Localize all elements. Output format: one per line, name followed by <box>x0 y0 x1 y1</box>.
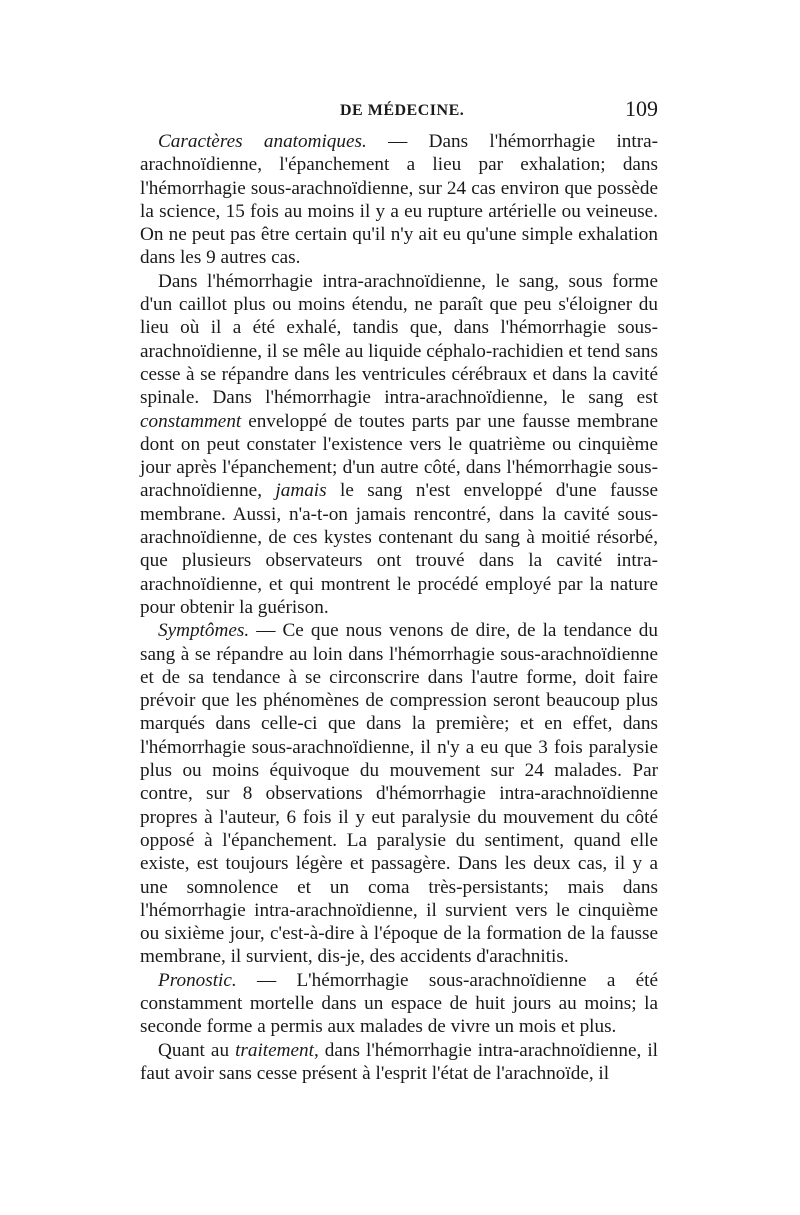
section-lead-anatomical: Caractères anatomiques. <box>158 131 367 152</box>
paragraph-treatment <box>140 1039 658 1086</box>
page-number: 109 <box>625 96 658 121</box>
emphasis-constamment: constamment <box>140 410 242 432</box>
emphasis-traitement: traitement <box>235 1039 314 1061</box>
paragraph-text: — L'hémorrhagie sous-arachnoïdienne a été constamment mortelle dans un espace de huit jours au moins; la seconde forme a permis aux malades de vivre un mois et plus. <box>140 969 658 1038</box>
section-lead-prognosis: Pronostic. <box>158 969 237 991</box>
paragraph-prognosis <box>140 969 658 1039</box>
paragraph-blood-distribution <box>140 270 658 619</box>
running-title: DE MÉDECINE. <box>340 102 465 119</box>
section-lead-symptoms: Symptômes. <box>158 620 250 642</box>
running-header <box>140 96 658 130</box>
paragraph-text: , dans l'hémorrhagie intra-arachnoïdienne, il faut avoir sans cesse présent à l'esprit l'état de l'arachnoïde, il <box>140 1039 658 1084</box>
paragraph-text: — Ce que nous venons de dire, de la tendance du sang à se répandre au loin dans l'hémorrhagie sous-arachnoïdienne et de sa tendance à se circonscrire dans l'autre forme, doit faire prévoir que les phénomènes de compression seront beaucoup plus marqués dans celle-ci que dans la première; et en effet, dans l'hémorrhagie sous-arachnoïdienne, il n'y a eu que 3 fois paralysie plus ou moins équivoque du mouvement sur 24 malades. Par contre, sur 8 observations d'hémorrhagie intra-arachnoïdienne propres à l'auteur, 6 fois il y eut paralysie du mouvement du côté opposé à l'épanchement. La paralysie du sentiment, quand elle existe, est toujours légère et passagère. Dans les deux cas, il y a une somnolence et un coma très-persistants; mais dans l'hémorrhagie intra-arachnoïdienne, il survient vers le cinquième ou sixième jour, c'est-à-dire à l'époque de la formation de la fausse membrane, il survient, dis-je, des accidents d'arachnitis. <box>140 620 658 968</box>
paragraph-text: Quant au <box>158 1039 236 1061</box>
paragraph-anatomical-characters <box>140 130 658 270</box>
paragraph-text: le sang n'est enveloppé d'une fausse membrane. Aussi, n'a-t-on jamais rencontré, dans la cavité sous-arachnoïdienne, de ces kystes contenant du sang à moitié résorbé, que plusieurs observateurs ont trouvé dans la cavité intra-arachnoïdienne, et qui montrent le procédé employé par la nature pour obtenir la guérison. <box>140 480 658 618</box>
paragraph-symptoms <box>140 619 658 968</box>
paragraph-text: Dans l'hémorrhagie intra-arachnoïdienne, le sang, sous forme d'un caillot plus ou moins étendu, ne paraît que peu s'éloigner du lieu où il a été exhalé, tandis que, dans l'hémorrhagie sous-arachnoïdienne, il se mêle au liquide céphalo-rachidien et tend sans cesse à se répandre dans les ventricules cérébraux et dans la cavité spinale. Dans l'hémorrhagie intra-arachnoïdienne, le sang est <box>140 270 658 409</box>
emphasis-jamais: jamais <box>275 480 327 502</box>
paragraph-text: enveloppé de toutes parts par une fausse membrane dont on peut constater l'existence vers le quatrième ou cinquième jour après l'épanchement; d'un autre côté, dans l'hémorrhagie sous-arachnoïdienne, <box>140 410 658 502</box>
book-page <box>140 96 658 1085</box>
paragraph-text: — Dans l'hémorrhagie intra-arachnoïdienne, l'épanchement a lieu par exhalation; dans l'hémorrhagie sous-arachnoïdienne, sur 24 cas environ que possède la science, 15 fois au moins il y a eu rupture artérielle ou veineuse. On ne peut pas être certain qu'il n'y ait eu qu'une simple exhalation dans les 9 autres cas. <box>140 131 658 269</box>
